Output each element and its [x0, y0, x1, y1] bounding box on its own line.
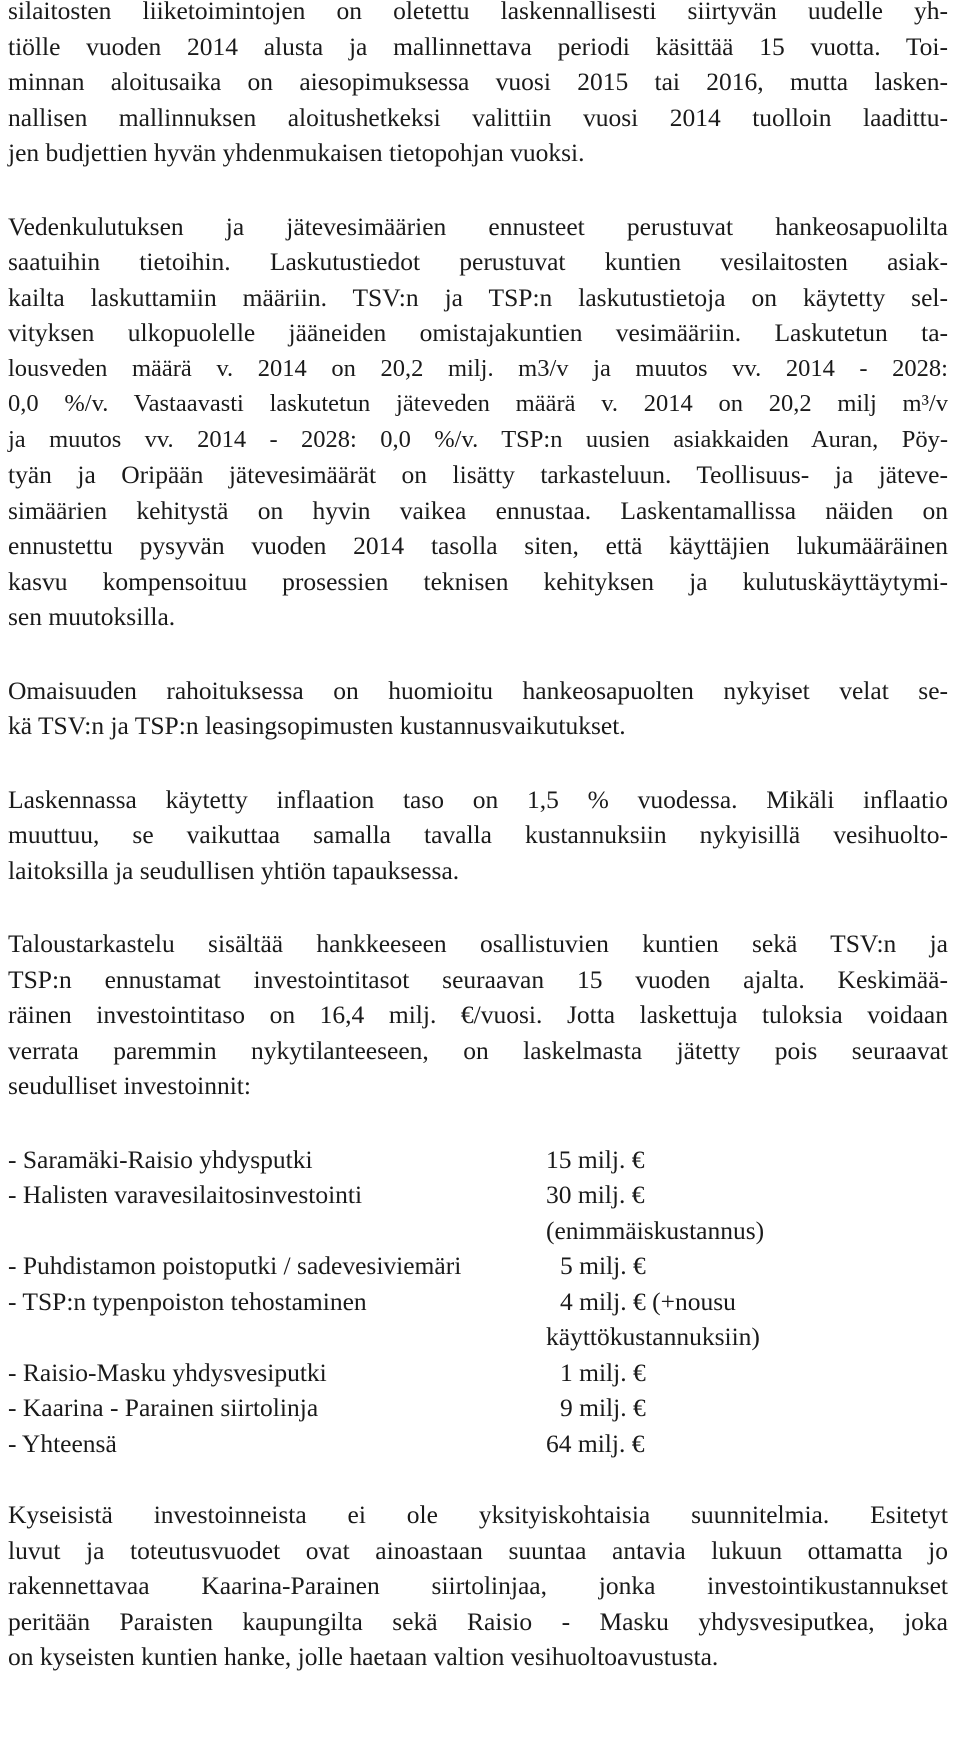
text-line: TSP:n ennustamat investointitasot seuraavan 15 vuoden ajalta. Keskimää- — [8, 964, 948, 994]
text-line: ennustettu pysyvän vuoden 2014 tasolla siten, että käyttäjien lukumääräinen — [8, 531, 948, 560]
investment-amount: 30 milj. € — [546, 1180, 645, 1209]
investment-row — [8, 1213, 948, 1249]
paragraph-2 — [8, 209, 948, 635]
text-line: kä TSV:n ja TSP:n leasingsopimusten kustannusvaikutukset. — [8, 711, 626, 740]
investment-amount: käyttökustannuksiin) — [546, 1322, 760, 1351]
investment-amount: 64 milj. € — [546, 1428, 645, 1458]
investment-amount: 1 milj. € — [560, 1357, 646, 1387]
document-page — [8, 0, 948, 1713]
investment-row — [8, 1142, 948, 1178]
text-line: lousveden määrä v. 2014 on 20,2 milj. m3/v ja muutos vv. 2014 - 2028: — [8, 354, 948, 382]
closing-paragraph — [8, 1497, 948, 1675]
text-line: vityksen ulkopuolelle jääneiden omistajakuntien vesimääriin. Laskutetun ta- — [8, 318, 948, 347]
investment-label: - Kaarina - Parainen siirtolinja — [8, 1393, 319, 1422]
text-line: Taloustarkastelu sisältää hankkeeseen osallistuvien kuntien sekä TSV:n ja — [8, 929, 948, 958]
text-line: kasvu kompensoituu prosessien teknisen kehityksen ja kulutuskäyttäytymi- — [8, 566, 948, 596]
investment-label: - Halisten varavesilaitosinvestointi — [8, 1180, 363, 1209]
text-line: sen muutoksilla. — [8, 602, 176, 631]
text-line: Kyseisistä investoinneista ei ole yksityiskohtaisia suunnitelmia. Esitetyt — [8, 1500, 948, 1529]
investment-row — [8, 1390, 948, 1426]
investment-row — [8, 1426, 948, 1462]
text-line: rakennettavaa Kaarina-Parainen siirtolinjaa, jonka investointikustannukset — [8, 1571, 948, 1600]
investment-label: - Saramäki-Raisio yhdysputki — [8, 1144, 313, 1174]
text-line: saatuihin tietoihin. Laskutustiedot perustuvat kuntien vesilaitosten asiak- — [8, 247, 948, 276]
text-line: peritään Paraisten kaupungilta sekä Raisio - Masku yhdysvesiputkea, joka — [8, 1606, 948, 1636]
investment-row — [8, 1248, 948, 1284]
text-line: verrata paremmin nykytilanteeseen, on laskelmasta jätetty pois seuraavat — [8, 1035, 948, 1065]
text-line: 0,0 %/v. Vastaavasti laskutetun jäteveden määrä v. 2014 on 20,2 milj m³/v — [8, 390, 948, 417]
investment-row — [8, 1284, 948, 1320]
investment-amount: 5 milj. € — [560, 1251, 646, 1280]
paragraph-1 — [8, 0, 948, 171]
text-line: luvut ja toteutusvuodet ovat ainoastaan suuntaa antavia lukuun ottamatta jo — [8, 1535, 948, 1565]
paragraph-5 — [8, 926, 948, 1104]
paragraph-3 — [8, 673, 948, 744]
investment-label: - Raisio-Masku yhdysvesiputki — [8, 1357, 327, 1387]
text-line: Vedenkulutuksen ja jätevesimäärien ennusteet perustuvat hankeosapuolilta — [8, 211, 948, 241]
investment-amount: (enimmäiskustannus) — [546, 1215, 765, 1245]
text-line: räinen investointitaso on 16,4 milj. €/vuosi. Jotta laskettuja tuloksia voidaan — [8, 1000, 948, 1029]
text-line: muuttuu, se vaikuttaa samalla tavalla kustannuksiin nykyisillä vesihuolto- — [8, 820, 948, 849]
investment-amount: 15 milj. € — [546, 1144, 645, 1174]
text-line: tyän ja Oripään jätevesimäärät on lisätty tarkasteluun. Teollisuus- ja jäteve- — [8, 460, 948, 489]
text-line: tiölle vuoden 2014 alusta ja mallinnettava periodi käsittää 15 vuotta. Toi- — [8, 31, 948, 61]
text-line: minnan aloitusaika on aiesopimuksessa vuosi 2015 tai 2016, mutta lasken- — [8, 67, 948, 96]
document-body — [8, 0, 948, 1104]
text-line: nallisen mallinnuksen aloitushetkeksi valittiin vuosi 2014 tuolloin laadittu- — [8, 102, 948, 132]
text-line: laitoksilla ja seudullisen yhtiön tapauksessa. — [8, 855, 460, 885]
investment-label: - Puhdistamon poistoputki / sadevesiviemäri — [8, 1251, 462, 1280]
investment-list — [8, 1142, 948, 1462]
paragraph-4 — [8, 782, 948, 889]
investment-label: - TSP:n typenpoiston tehostaminen — [8, 1286, 367, 1316]
investment-amount: 9 milj. € — [560, 1393, 646, 1422]
text-line: jen budjettien hyvän yhdenmukaisen tietopohjan vuoksi. — [8, 138, 585, 167]
investment-label: - Yhteensä — [8, 1428, 117, 1458]
text-line: on kyseisten kuntien hanke, jolle haetaan valtion vesihuoltoavustusta. — [8, 1642, 719, 1671]
text-line: Omaisuuden rahoituksessa on huomioitu hankeosapuolten nykyiset velat se- — [8, 675, 948, 705]
text-line: silaitosten liiketoimintojen on oletettu laskennallisesti siirtyvän uudelle yh- — [8, 0, 948, 25]
investment-amount: 4 milj. € (+nousu — [560, 1286, 736, 1316]
text-line: Laskennassa käytetty inflaation taso on 1,5 % vuodessa. Mikäli inflaatio — [8, 784, 948, 814]
text-line: seudulliset investoinnit: — [8, 1071, 251, 1100]
text-line: kailta laskuttamiin määriin. TSV:n ja TSP:n laskutustietoja on käytetty sel- — [8, 282, 948, 312]
investment-row — [8, 1319, 948, 1355]
investment-row — [8, 1355, 948, 1391]
text-line: simäärien kehitystä on hyvin vaikea ennustaa. Laskentamallissa näiden on — [8, 495, 948, 525]
investment-row — [8, 1177, 948, 1213]
text-line: ja muutos vv. 2014 - 2028: 0,0 %/v. TSP:n uusien asiakkaiden Auran, Pöy- — [8, 425, 948, 453]
